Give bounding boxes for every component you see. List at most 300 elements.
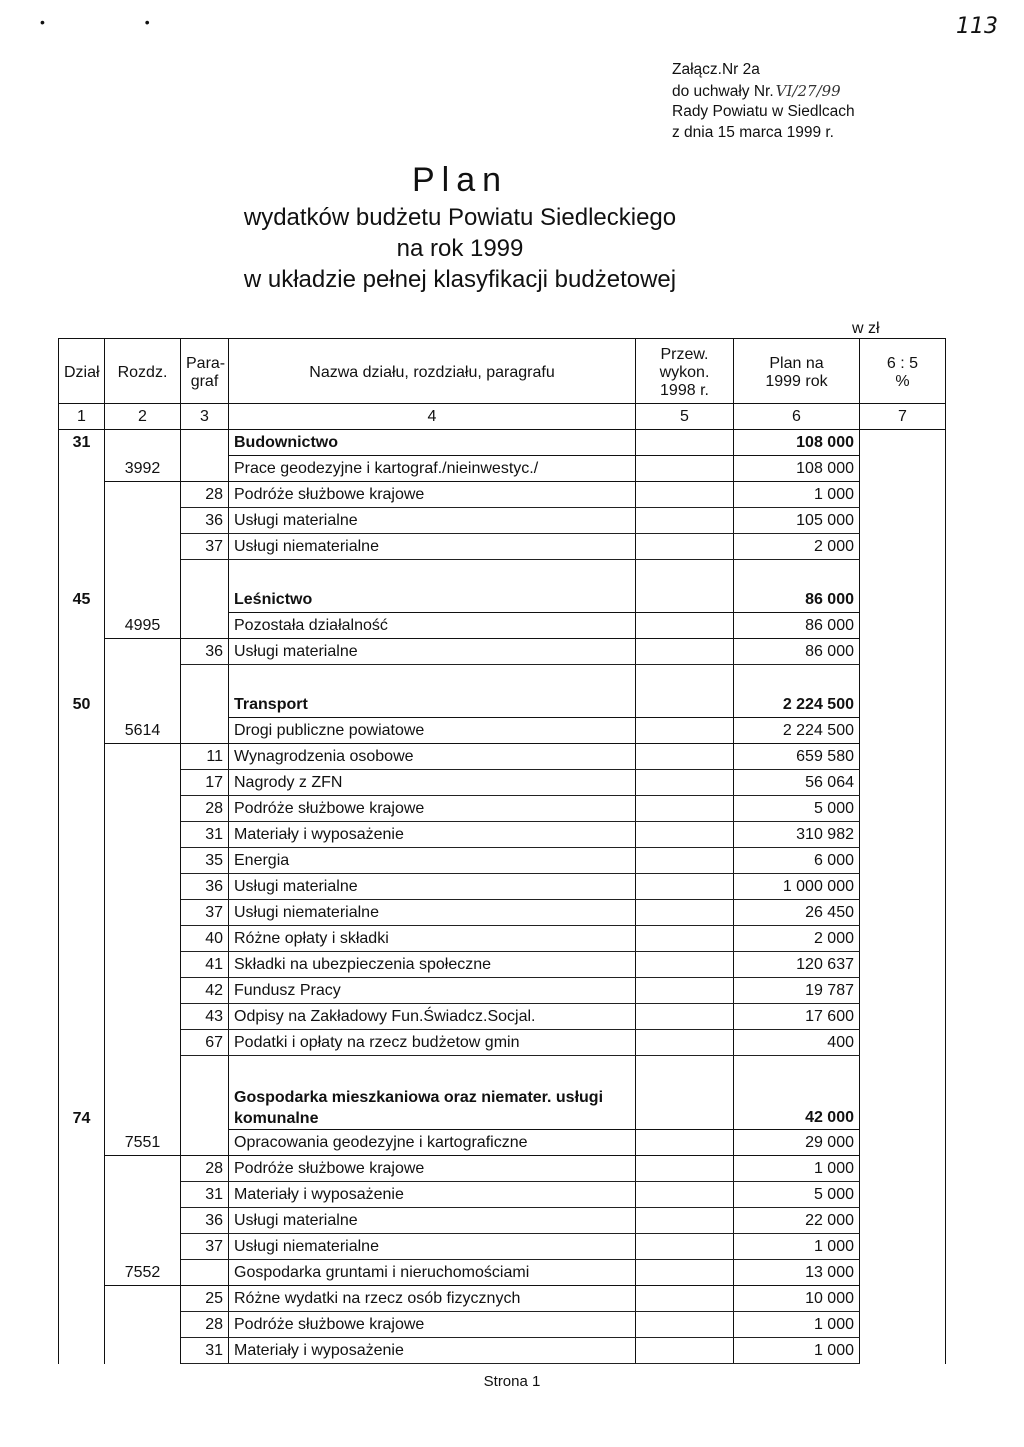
rozdzial-code	[105, 1156, 181, 1182]
par-row	[59, 744, 946, 770]
przew-wykon-cell	[636, 900, 734, 926]
rozdzial-code	[105, 482, 181, 508]
par-row	[59, 952, 946, 978]
item-name: Podróże służbowe krajowe	[229, 1156, 636, 1182]
item-name: Usługi materialne	[229, 508, 636, 534]
plan-value: 108 000	[734, 456, 860, 482]
column-number: 1	[59, 404, 105, 430]
dzial-code: 74	[59, 1083, 105, 1130]
percent-cell	[860, 482, 946, 508]
percent-cell	[860, 1156, 946, 1182]
paragraf-code: 67	[181, 1030, 229, 1056]
item-name: Usługi materialne	[229, 874, 636, 900]
rozdz-row	[59, 456, 946, 482]
rozdzial-code: 3992	[105, 456, 181, 482]
spacer-row	[59, 665, 946, 693]
par-row	[59, 482, 946, 508]
percent-cell	[860, 692, 946, 718]
paragraf-code: 36	[181, 639, 229, 665]
column-number: 6	[734, 404, 860, 430]
spacer-cell	[636, 665, 734, 693]
item-name: Różne wydatki na rzecz osób fizycznych	[229, 1286, 636, 1312]
przew-wykon-cell	[636, 1083, 734, 1130]
rozdzial-code	[105, 822, 181, 848]
paragraf-code: 17	[181, 770, 229, 796]
spacer-cell	[105, 665, 181, 693]
item-name: Podatki i opłaty na rzecz budżetow gmin	[229, 1030, 636, 1056]
item-name: Transport	[229, 692, 636, 718]
rozdz-row	[59, 613, 946, 639]
plan-value: 1 000	[734, 1156, 860, 1182]
dzial-code	[59, 508, 105, 534]
spacer-cell	[59, 560, 105, 588]
par-row	[59, 822, 946, 848]
plan-value: 86 000	[734, 587, 860, 613]
title-plan: Plan	[411, 161, 509, 199]
spacer-cell	[229, 1056, 636, 1084]
przew-wykon-cell	[636, 1208, 734, 1234]
plan-value: 1 000	[734, 1312, 860, 1338]
item-name: Wynagrodzenia osobowe	[229, 744, 636, 770]
rozdzial-code	[105, 430, 181, 456]
item-name: Podróże służbowe krajowe	[229, 796, 636, 822]
rozdzial-code	[105, 508, 181, 534]
document-title	[200, 158, 720, 295]
paragraf-code: 28	[181, 1312, 229, 1338]
dzial-row	[59, 587, 946, 613]
plan-value: 5 000	[734, 796, 860, 822]
dzial-row	[59, 1083, 946, 1130]
plan-value: 659 580	[734, 744, 860, 770]
rozdzial-code	[105, 900, 181, 926]
spacer-cell	[636, 1056, 734, 1084]
spacer-cell	[229, 560, 636, 588]
plan-value: 400	[734, 1030, 860, 1056]
par-row	[59, 1208, 946, 1234]
spacer-cell	[181, 560, 229, 588]
dzial-code	[59, 1130, 105, 1156]
attachment-line-1: Załącz.Nr 2a	[672, 61, 760, 78]
item-name: Opracowania geodezyjne i kartograficzne	[229, 1130, 636, 1156]
item-name: Materiały i wyposażenie	[229, 1182, 636, 1208]
item-name: Prace geodezyjne i kartograf./nieinwestyc./	[229, 456, 636, 482]
plan-value: 108 000	[734, 430, 860, 456]
item-name: Różne opłaty i składki	[229, 926, 636, 952]
item-name: Usługi niematerialne	[229, 534, 636, 560]
rozdzial-code	[105, 1030, 181, 1056]
rozdzial-code	[105, 1286, 181, 1312]
par-row	[59, 1234, 946, 1260]
percent-cell	[860, 822, 946, 848]
przew-wykon-cell	[636, 796, 734, 822]
percent-cell	[860, 1130, 946, 1156]
rozdzial-code	[105, 796, 181, 822]
plan-value: 86 000	[734, 613, 860, 639]
unit-label: w zł	[852, 320, 880, 337]
page-corner-number: 113	[956, 14, 998, 39]
percent-cell	[860, 508, 946, 534]
paragraf-code: 28	[181, 482, 229, 508]
plan-value: 1 000	[734, 1338, 860, 1364]
rozdzial-code	[105, 952, 181, 978]
percent-cell	[860, 1234, 946, 1260]
plan-value: 1 000 000	[734, 874, 860, 900]
percent-cell	[860, 1338, 946, 1364]
par-row	[59, 1286, 946, 1312]
par-row	[59, 1182, 946, 1208]
item-name: Usługi niematerialne	[229, 1234, 636, 1260]
plan-value: 2 224 500	[734, 718, 860, 744]
dzial-code: 50	[59, 692, 105, 718]
spacer-cell	[860, 560, 946, 588]
rozdz-row	[59, 1130, 946, 1156]
percent-cell	[860, 952, 946, 978]
spacer-row	[59, 560, 946, 588]
dzial-row	[59, 430, 946, 456]
paragraf-code	[181, 456, 229, 482]
przew-wykon-cell	[636, 1182, 734, 1208]
plan-value: 13 000	[734, 1260, 860, 1286]
rozdzial-code	[105, 1208, 181, 1234]
item-name: Drogi publiczne powiatowe	[229, 718, 636, 744]
percent-cell	[860, 1083, 946, 1130]
par-row	[59, 900, 946, 926]
spacer-cell	[734, 665, 860, 693]
item-name: Podróże służbowe krajowe	[229, 1312, 636, 1338]
paragraf-code: 36	[181, 874, 229, 900]
percent-cell	[860, 848, 946, 874]
spacer-cell	[734, 1056, 860, 1084]
column-number: 5	[636, 404, 734, 430]
header-plan: Plan na 1999 rok	[734, 339, 860, 404]
rozdzial-code	[105, 874, 181, 900]
par-row	[59, 926, 946, 952]
paragraf-code	[181, 718, 229, 744]
plan-value: 10 000	[734, 1286, 860, 1312]
column-number: 2	[105, 404, 181, 430]
przew-wykon-cell	[636, 482, 734, 508]
rozdzial-code: 4995	[105, 613, 181, 639]
percent-cell	[860, 1208, 946, 1234]
paragraf-code	[181, 587, 229, 613]
table-header-row	[59, 339, 946, 404]
resolution-number-handwritten: VI/27/99	[775, 81, 841, 100]
par-row	[59, 508, 946, 534]
paragraf-code: 31	[181, 822, 229, 848]
rozdzial-code: 5614	[105, 718, 181, 744]
paragraf-code: 31	[181, 1182, 229, 1208]
item-name: Gospodarka mieszkaniowa oraz niemater. usługi komunalne	[229, 1083, 636, 1130]
percent-cell	[860, 430, 946, 456]
rozdzial-code	[105, 1338, 181, 1364]
percent-cell	[860, 900, 946, 926]
przew-wykon-cell	[636, 1130, 734, 1156]
rozdzial-code	[105, 744, 181, 770]
header-paragraf: Para- graf	[181, 339, 229, 404]
dzial-code	[59, 952, 105, 978]
dzial-code	[59, 1004, 105, 1030]
plan-value: 2 000	[734, 926, 860, 952]
page-footer: Strona 1	[483, 1373, 541, 1390]
paragraf-code: 37	[181, 900, 229, 926]
paragraf-code	[181, 430, 229, 456]
budget-table	[58, 338, 946, 1364]
header-nazwa: Nazwa działu, rozdziału, paragrafu	[229, 339, 636, 404]
rozdzial-code	[105, 1182, 181, 1208]
paragraf-code: 11	[181, 744, 229, 770]
percent-cell	[860, 639, 946, 665]
dzial-code	[59, 1312, 105, 1338]
plan-value: 105 000	[734, 508, 860, 534]
title-line-4: w układzie pełnej klasyfikacji budżetowej	[243, 266, 677, 293]
przew-wykon-cell	[636, 692, 734, 718]
plan-value: 19 787	[734, 978, 860, 1004]
rozdzial-code: 7551	[105, 1130, 181, 1156]
dzial-code	[59, 1286, 105, 1312]
rozdzial-code	[105, 848, 181, 874]
przew-wykon-cell	[636, 1260, 734, 1286]
dzial-code	[59, 1208, 105, 1234]
item-name: Fundusz Pracy	[229, 978, 636, 1004]
rozdzial-code	[105, 926, 181, 952]
item-name: Składki na ubezpieczenia społeczne	[229, 952, 636, 978]
plan-value: 1 000	[734, 482, 860, 508]
item-name: Podróże służbowe krajowe	[229, 482, 636, 508]
paragraf-code: 36	[181, 1208, 229, 1234]
percent-cell	[860, 874, 946, 900]
spacer-cell	[105, 560, 181, 588]
przew-wykon-cell	[636, 1234, 734, 1260]
przew-wykon-cell	[636, 430, 734, 456]
column-number-row	[59, 404, 946, 430]
percent-cell	[860, 587, 946, 613]
paragraf-code	[181, 692, 229, 718]
percent-cell	[860, 718, 946, 744]
percent-cell	[860, 456, 946, 482]
plan-value: 1 000	[734, 1234, 860, 1260]
item-name: Energia	[229, 848, 636, 874]
rozdzial-code	[105, 770, 181, 796]
percent-cell	[860, 744, 946, 770]
par-row	[59, 796, 946, 822]
item-name: Pozostała działalność	[229, 613, 636, 639]
title-line-2: wydatków budżetu Powiatu Siedleckiego	[243, 204, 677, 231]
item-name: Odpisy na Zakładowy Fun.Świadcz.Socjal.	[229, 1004, 636, 1030]
przew-wykon-cell	[636, 1338, 734, 1364]
dzial-code	[59, 1234, 105, 1260]
przew-wykon-cell	[636, 874, 734, 900]
spacer-cell	[860, 665, 946, 693]
plan-value: 6 000	[734, 848, 860, 874]
dzial-code	[59, 770, 105, 796]
paragraf-code: 31	[181, 1338, 229, 1364]
plan-value: 310 982	[734, 822, 860, 848]
plan-value: 120 637	[734, 952, 860, 978]
rozdzial-code	[105, 978, 181, 1004]
przew-wykon-cell	[636, 744, 734, 770]
percent-cell	[860, 770, 946, 796]
par-row	[59, 848, 946, 874]
przew-wykon-cell	[636, 534, 734, 560]
dzial-code	[59, 796, 105, 822]
paragraf-code	[181, 1260, 229, 1286]
percent-cell	[860, 534, 946, 560]
percent-cell	[860, 1286, 946, 1312]
przew-wykon-cell	[636, 613, 734, 639]
dzial-code	[59, 1030, 105, 1056]
item-name: Nagrody z ZFN	[229, 770, 636, 796]
paragraf-code: 42	[181, 978, 229, 1004]
dzial-code	[59, 1338, 105, 1364]
paragraf-code: 43	[181, 1004, 229, 1030]
przew-wykon-cell	[636, 770, 734, 796]
plan-value: 5 000	[734, 1182, 860, 1208]
dzial-code	[59, 456, 105, 482]
przew-wykon-cell	[636, 1030, 734, 1056]
plan-value: 2 000	[734, 534, 860, 560]
rozdz-row	[59, 718, 946, 744]
header-rozdz: Rozdz.	[105, 339, 181, 404]
item-name: Leśnictwo	[229, 587, 636, 613]
percent-cell	[860, 1030, 946, 1056]
przew-wykon-cell	[636, 1156, 734, 1182]
percent-cell	[860, 613, 946, 639]
przew-wykon-cell	[636, 508, 734, 534]
przew-wykon-cell	[636, 952, 734, 978]
rozdzial-code	[105, 639, 181, 665]
dzial-code	[59, 1260, 105, 1286]
item-name: Materiały i wyposażenie	[229, 822, 636, 848]
dzial-code	[59, 482, 105, 508]
dzial-code	[59, 874, 105, 900]
column-number: 4	[229, 404, 636, 430]
par-row	[59, 770, 946, 796]
item-name: Usługi materialne	[229, 639, 636, 665]
dzial-code	[59, 718, 105, 744]
item-name: Budownictwo	[229, 430, 636, 456]
dzial-code	[59, 613, 105, 639]
attachment-line-2-prefix: do uchwały Nr.	[672, 82, 774, 100]
rozdzial-code: 7552	[105, 1260, 181, 1286]
rozdzial-code	[105, 587, 181, 613]
spacer-cell	[105, 1056, 181, 1084]
paragraf-code	[181, 613, 229, 639]
spacer-cell	[181, 665, 229, 693]
par-row	[59, 1312, 946, 1338]
header-pct: 6 : 5 %	[860, 339, 946, 404]
par-row	[59, 978, 946, 1004]
dzial-code	[59, 926, 105, 952]
paragraf-code: 35	[181, 848, 229, 874]
dzial-code: 31	[59, 430, 105, 456]
paragraf-code: 28	[181, 1156, 229, 1182]
dzial-code	[59, 1182, 105, 1208]
dzial-code: 45	[59, 587, 105, 613]
column-number: 3	[181, 404, 229, 430]
rozdzial-code	[105, 1234, 181, 1260]
przew-wykon-cell	[636, 1286, 734, 1312]
spacer-cell	[181, 1056, 229, 1084]
dzial-code	[59, 639, 105, 665]
plan-value: 29 000	[734, 1130, 860, 1156]
attachment-line-4: z dnia 15 marca 1999 r.	[672, 123, 834, 141]
przew-wykon-cell	[636, 978, 734, 1004]
par-row	[59, 874, 946, 900]
plan-value: 2 224 500	[734, 692, 860, 718]
przew-wykon-cell	[636, 1312, 734, 1338]
par-row	[59, 534, 946, 560]
przew-wykon-cell	[636, 587, 734, 613]
dzial-code	[59, 1156, 105, 1182]
dzial-code	[59, 534, 105, 560]
plan-value: 17 600	[734, 1004, 860, 1030]
item-name: Materiały i wyposażenie	[229, 1338, 636, 1364]
scan-specks: • •	[40, 14, 198, 30]
spacer-cell	[636, 560, 734, 588]
paragraf-code: 37	[181, 1234, 229, 1260]
paragraf-code	[181, 1083, 229, 1130]
spacer-cell	[229, 665, 636, 693]
przew-wykon-cell	[636, 456, 734, 482]
plan-value: 86 000	[734, 639, 860, 665]
dzial-code	[59, 978, 105, 1004]
paragraf-code: 36	[181, 508, 229, 534]
item-name: Usługi materialne	[229, 1208, 636, 1234]
dzial-code	[59, 848, 105, 874]
attachment-line-2	[672, 81, 855, 103]
par-row	[59, 1156, 946, 1182]
par-row	[59, 1004, 946, 1030]
dzial-code	[59, 744, 105, 770]
spacer-cell	[59, 665, 105, 693]
paragraf-code: 28	[181, 796, 229, 822]
item-name: Usługi niematerialne	[229, 900, 636, 926]
przew-wykon-cell	[636, 1004, 734, 1030]
dzial-row	[59, 692, 946, 718]
percent-cell	[860, 1182, 946, 1208]
spacer-cell	[734, 560, 860, 588]
dzial-code	[59, 900, 105, 926]
dzial-code	[59, 822, 105, 848]
percent-cell	[860, 926, 946, 952]
przew-wykon-cell	[636, 822, 734, 848]
przew-wykon-cell	[636, 718, 734, 744]
paragraf-code: 40	[181, 926, 229, 952]
item-name: Gospodarka gruntami i nieruchomościami	[229, 1260, 636, 1286]
percent-cell	[860, 1004, 946, 1030]
plan-value: 56 064	[734, 770, 860, 796]
column-number: 7	[860, 404, 946, 430]
plan-value: 22 000	[734, 1208, 860, 1234]
paragraf-code: 41	[181, 952, 229, 978]
attachment-line-3: Rady Powiatu w Siedlcach	[672, 103, 855, 120]
rozdzial-code	[105, 692, 181, 718]
par-row	[59, 639, 946, 665]
percent-cell	[860, 1312, 946, 1338]
attachment-header	[672, 60, 855, 143]
plan-value: 42 000	[734, 1083, 860, 1130]
header-dzial: Dział	[59, 339, 105, 404]
par-row	[59, 1338, 946, 1364]
rozdzial-code	[105, 534, 181, 560]
spacer-row	[59, 1056, 946, 1084]
paragraf-code: 37	[181, 534, 229, 560]
percent-cell	[860, 796, 946, 822]
rozdzial-code	[105, 1083, 181, 1130]
budget-table-body	[59, 404, 946, 1364]
paragraf-code: 25	[181, 1286, 229, 1312]
spacer-cell	[860, 1056, 946, 1084]
